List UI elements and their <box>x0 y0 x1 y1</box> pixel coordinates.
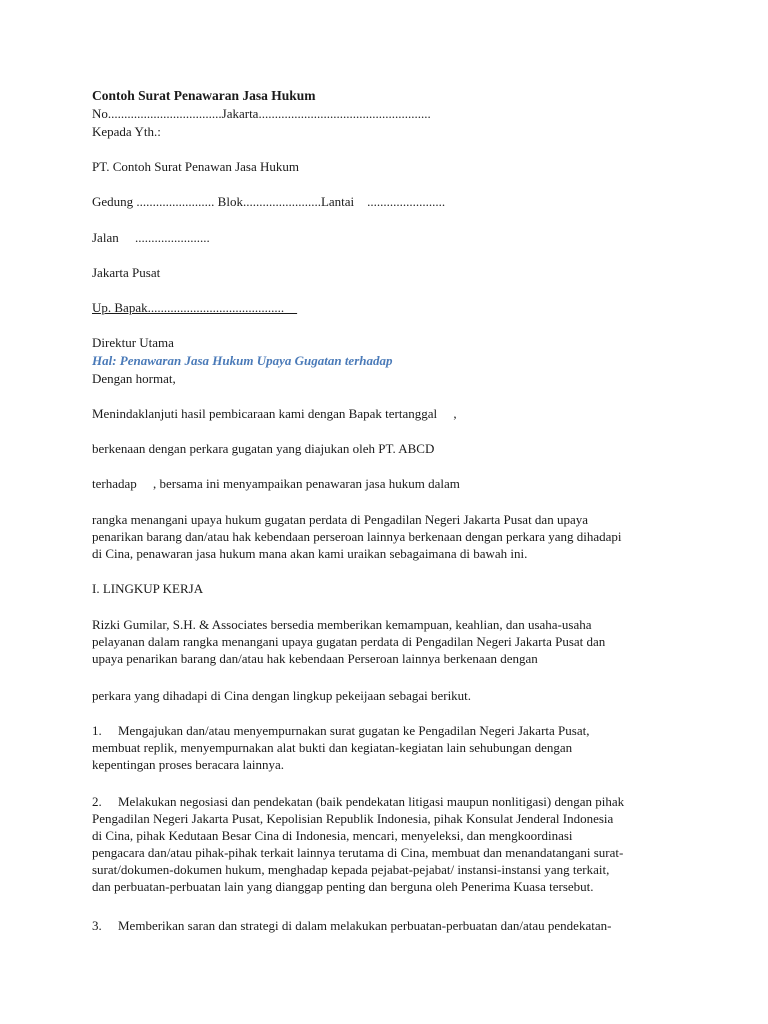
subject-line: Hal: Penawaran Jasa Hukum Upaya Gugatan terhadap <box>92 353 393 368</box>
scope-paragraph: Rizki Gumilar, S.H. & Associates bersedia memberikan kemampuan, keahlian, dan usaha-usaha pelayanan dalam rangka menangani upaya gugatan perdata di Pengadilan Negeri Jakarta Pusat dan upaya penarikan barang dan/atau hak kebendaan Perseroan lainnya berkenaan dengan <box>92 617 606 666</box>
body-paragraph-2: berkenaan dengan perkara gugatan yang diajukan oleh PT. ABCD <box>92 441 435 456</box>
body-paragraph-3: terhadap , bersama ini menyampaikan penawaran jasa hukum dalam <box>92 476 460 491</box>
document-title: Contoh Surat Penawaran Jasa Hukum <box>92 88 316 103</box>
company-name: PT. Contoh Surat Penawan Jasa Hukum <box>92 159 300 174</box>
address-building: Gedung ........................ Blok........................Lantai ........................ <box>92 194 446 209</box>
address-street: Jalan ....................... <box>92 230 210 245</box>
scope-paragraph-continued: perkara yang dihadapi di Cina dengan lingkup pekeijaan sebagai berikut. <box>92 688 472 703</box>
section-heading: I. LINGKUP KERJA <box>92 581 204 596</box>
address-city: Jakarta Pusat <box>92 265 161 280</box>
body-paragraph-1: Menindaklanjuti hasil pembicaraan kami dengan Bapak tertanggal , <box>92 406 457 421</box>
attention-line: Up. Bapak.......................................... <box>92 300 298 315</box>
recipient-title: Direktur Utama <box>92 335 174 350</box>
letter-number-line: No...................................Jakarta..................................................... <box>92 106 431 121</box>
body-paragraph-4: rangka menangani upaya hukum gugatan perdata di Pengadilan Negeri Jakarta Pusat dan upaya penarikan barang dan/atau hak kebendaan perseroan lainnya berkenaan dengan perkara yang dihadapi di Cina, penawaran jasa hukum mana akan kami uraikan sebagaimana di bawah ini. <box>92 512 622 561</box>
list-item-1: 1. Mengajukan dan/atau menyempurnakan surat gugatan ke Pengadilan Negeri Jakarta Pusat, membuat replik, menyempurnakan alat bukti dan kegiatan-kegiatan lain sehubungan dengan kepentingan proses beracara lainnya. <box>92 723 590 772</box>
list-item-3: 3. Memberikan saran dan strategi di dalam melakukan perbuatan-perbuatan dan/atau pendekatan- <box>92 918 612 933</box>
list-item-2: 2. Melakukan negosiasi dan pendekatan (baik pendekatan litigasi maupun nonlitigasi) dengan pihak Pengadilan Negeri Jakarta Pusat, Kepolisian Republik Indonesia, pihak Konsulat Jenderal Indonesia di Cina, pihak Kedutaan Besar Cina di Indonesia, mencari, menyeleksi, dan mengkoordinasi pengacara dan/atau pihak-pihak terkait lainnya terutama di Cina, membuat dan menandatangani surat- surat/dokumen-dokumen hukum, menghadap kepada pejabat-pejabat/ instansi-instansi yang terkait, dan perbuatan-perbuatan lain yang dianggap penting dan berguna oleh Penerima Kuasa tersebut. <box>92 794 625 894</box>
recipient-salutation: Kepada Yth.: <box>92 124 161 139</box>
greeting: Dengan hormat, <box>92 371 176 386</box>
